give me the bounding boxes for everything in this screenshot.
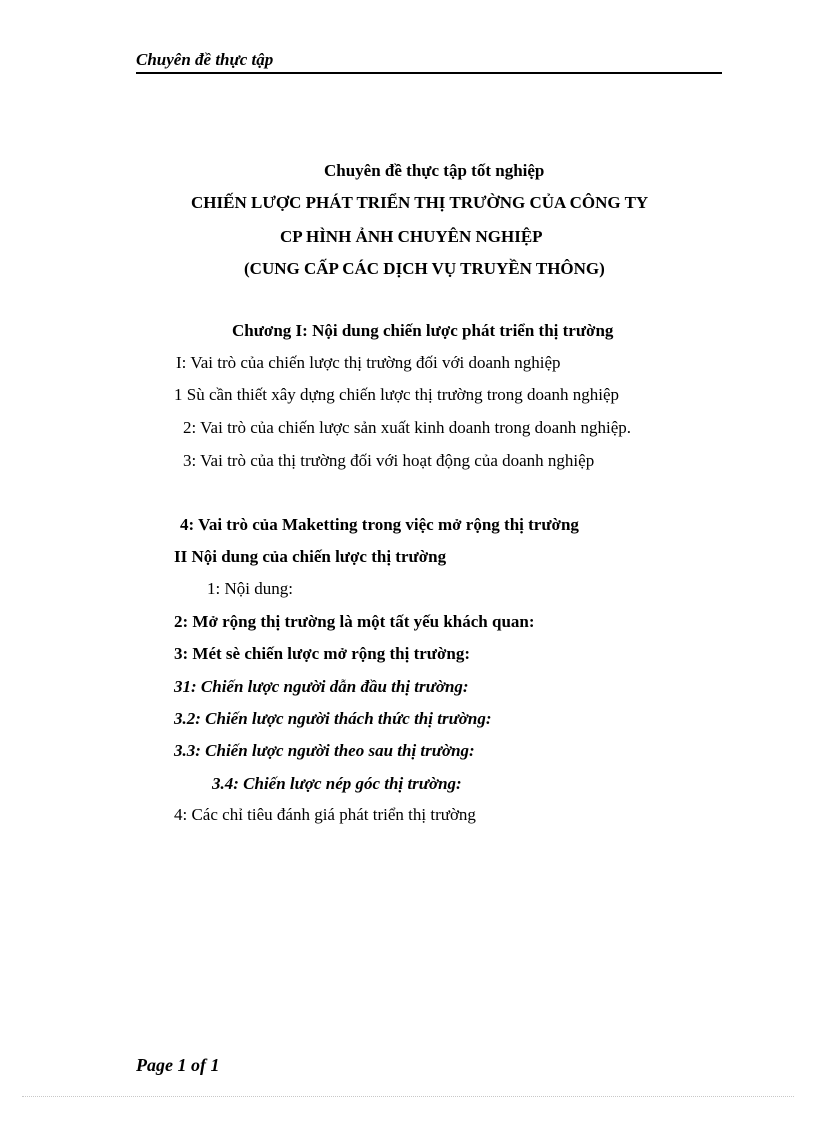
toc-subitem: 3.4: Chiến lược nép góc thị trường:	[212, 774, 462, 793]
page-header: Chuyên đề thực tập	[136, 48, 722, 74]
page-bottom-divider	[22, 1096, 794, 1097]
toc-item: 4: Các chỉ tiêu đánh giá phát triển thị trường	[174, 805, 476, 824]
title-line-3: CP HÌNH ẢNH CHUYÊN NGHIỆP	[280, 227, 543, 246]
toc-subitem: 3.3: Chiến lược người theo sau thị trường:	[174, 741, 475, 760]
title-line-4: (CUNG CẤP CÁC DỊCH VỤ TRUYỀN THÔNG)	[244, 259, 605, 278]
toc-chapter-heading: Chương I: Nội dung chiến lược phát triển thị trường	[232, 321, 614, 340]
toc-section-heading: II Nội dung của chiến lược thị trường	[174, 547, 447, 566]
toc-item: 3: Vai trò của thị trường đối với hoạt động của doanh nghiệp	[183, 451, 595, 470]
toc-item: 4: Vai trò của Maketting trong việc mở rộng thị trường	[180, 515, 579, 534]
title-line-1: Chuyên đề thực tập tốt nghiệp	[324, 161, 545, 180]
toc-item: 2: Vai trò của chiến lược sản xuất kinh doanh trong doanh nghiệp.	[183, 418, 631, 437]
page-footer: Page 1 of 1	[136, 1055, 220, 1075]
toc-subitem: 3.2: Chiến lược người thách thức thị trường:	[174, 709, 492, 728]
toc-item: 2: Mở rộng thị trường là một tất yếu khách quan:	[174, 612, 535, 631]
toc-item: 3: Mét sè chiến lược mở rộng thị trường:	[174, 644, 471, 663]
toc-item: 1 Sù cần thiết xây dựng chiến lược thị trường trong doanh nghiệp	[174, 385, 620, 404]
toc-item: 1: Nội dung:	[207, 579, 293, 598]
toc-subitem: 31: Chiến lược người dẫn đầu thị trường:	[174, 677, 469, 696]
title-line-2: CHIẾN LƯỢC PHÁT TRIỂN THỊ TRƯỜNG CỦA CÔNG TY	[191, 193, 649, 212]
toc-item: I: Vai trò của chiến lược thị trường đối với doanh nghiệp	[176, 353, 561, 372]
